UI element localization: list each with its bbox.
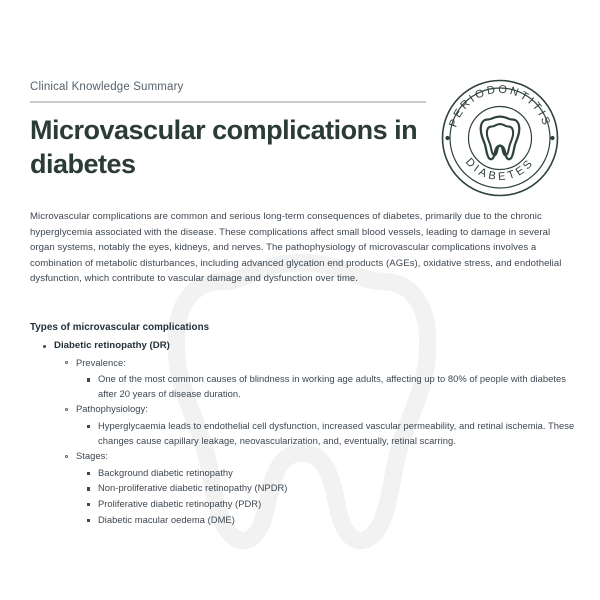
stamp-bottom-arc-text: DIABETES [462, 156, 538, 184]
list-item [42, 339, 575, 527]
list-item-label: Hyperglycaemia leads to endothelial cell dysfunction, increased vascular permeability, and retinal ischemia. These changes cause capillary leakage, neovascularization, and, eventually, retinal scarring. [86, 419, 575, 448]
outline-level-1 [30, 339, 575, 527]
tooth-icon [481, 117, 520, 160]
list-item [64, 402, 575, 448]
outline-level-3 [64, 372, 575, 401]
list-item [86, 513, 575, 528]
outline-heading: Types of microvascular complications [30, 322, 210, 333]
outline-level-2 [42, 356, 575, 528]
outline-level-3 [64, 466, 575, 527]
page-title: Microvascular complications in diabetes [30, 115, 418, 179]
periodontitis-diabetes-stamp-logo [440, 78, 560, 198]
stamp-top-arc-text: PERIODONTITIS [447, 83, 553, 129]
list-item [86, 481, 575, 496]
list-item [64, 356, 575, 402]
list-item [86, 372, 575, 401]
list-item-label: Proliferative diabetic retinopathy (PDR) [86, 497, 575, 512]
list-item-label: One of the most common causes of blindness in working age adults, affecting up to 80% of people with diabetes after 20 years of disease duration. [86, 372, 575, 401]
outline-level-3 [64, 419, 575, 448]
list-item [86, 466, 575, 481]
list-item-label: Pathophysiology: [64, 402, 575, 417]
list-item-label: Diabetic macular oedema (DME) [86, 513, 575, 528]
intro-paragraph: Microvascular complications are common and serious long-term consequences of diabetes, primarily due to the chronic hyperglycemia associated with the disease. These complications affect small blood vessels, leading to damage in several organ systems, notably the eyes, kidneys, and nerves. The pathophysiology of microvascular complications involves a combination of metabolic disturbances, including advanced glycation end products (AGEs), oxidative stress, and endothelial dysfunction, which contribute to vascular damage and dysfunction over time. [30, 211, 562, 285]
list-item [86, 497, 575, 512]
eyebrow-label: Clinical Knowledge Summary [30, 81, 184, 93]
list-item-label: Prevalence: [64, 356, 575, 371]
list-item-label: Diabetic retinopathy (DR) [42, 339, 575, 354]
list-item [86, 419, 575, 448]
list-item [64, 449, 575, 527]
list-item-label: Stages: [64, 449, 575, 464]
header-divider [30, 101, 426, 103]
list-item-label: Background diabetic retinopathy [86, 466, 575, 481]
list-item-label: Non-proliferative diabetic retinopathy (NPDR) [86, 481, 575, 496]
outline-section [30, 321, 575, 528]
